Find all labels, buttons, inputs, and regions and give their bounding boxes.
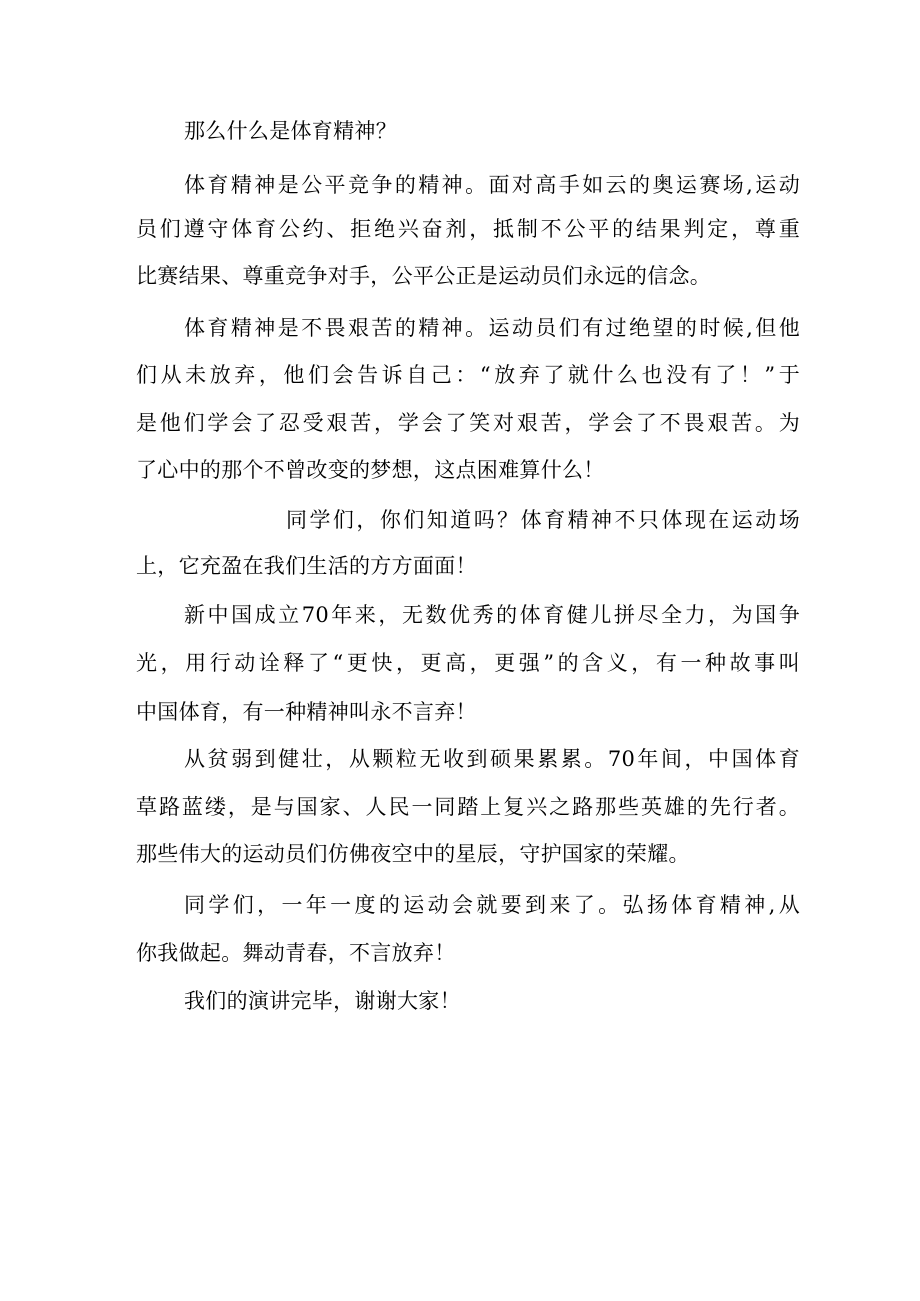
text-line: 那么什么是体育精神？ xyxy=(184,119,397,143)
text-line: 我们的演讲完毕，谢谢大家！ xyxy=(184,989,461,1013)
text-line: 们从未放弃，他们会告诉自己：“放弃了就什么也没有了！”于 xyxy=(136,363,800,387)
text-line: 了心中的那个不曾改变的梦想，这点困难算什么！ xyxy=(136,458,605,482)
text-line: 新中国成立70年来，无数优秀的体育健儿拼尽全力，为国争 xyxy=(184,603,800,627)
text-line: 中国体育，有一种精神叫永不言弃！ xyxy=(136,700,477,724)
text-line: 光，用行动诠释了“更快，更高，更强”的含义，有一种故事叫 xyxy=(136,651,800,675)
text-line: 同学们，一年一度的运动会就要到来了。弘扬体育精神,从 xyxy=(184,893,800,917)
text-line: 同学们，你们知道吗？体育精神不只体现在运动场 xyxy=(286,508,800,532)
text-line: 体育精神是不畏艰苦的精神。运动员们有过绝望的时候,但他 xyxy=(184,316,800,340)
text-line: 比赛结果、尊重竞争对手，公平公正是运动员们永远的信念。 xyxy=(136,264,712,288)
text-line: 体育精神是公平竞争的精神。面对高手如云的奥运赛场,运动 xyxy=(184,173,800,197)
text-line: 你我做起。舞动青春，不言放弃！ xyxy=(136,941,456,965)
text-line: 是他们学会了忍受艰苦，学会了笑对艰苦，学会了不畏艰苦。为 xyxy=(136,411,800,435)
text-line: 那些伟大的运动员们仿佛夜空中的星辰，守护国家的荣耀。 xyxy=(136,842,690,866)
text-line: 从贫弱到健壮，从颗粒无收到硕果累累。70年间，中国体育 xyxy=(184,747,800,771)
text-line: 员们遵守体育公约、拒绝兴奋剂，抵制不公平的结果判定，尊重 xyxy=(136,217,800,241)
text-line: 上，它充盈在我们生活的方方面面！ xyxy=(136,554,477,578)
text-line: 草路蓝缕，是与国家、人民一同踏上复兴之路那些英雄的先行者。 xyxy=(136,795,800,819)
